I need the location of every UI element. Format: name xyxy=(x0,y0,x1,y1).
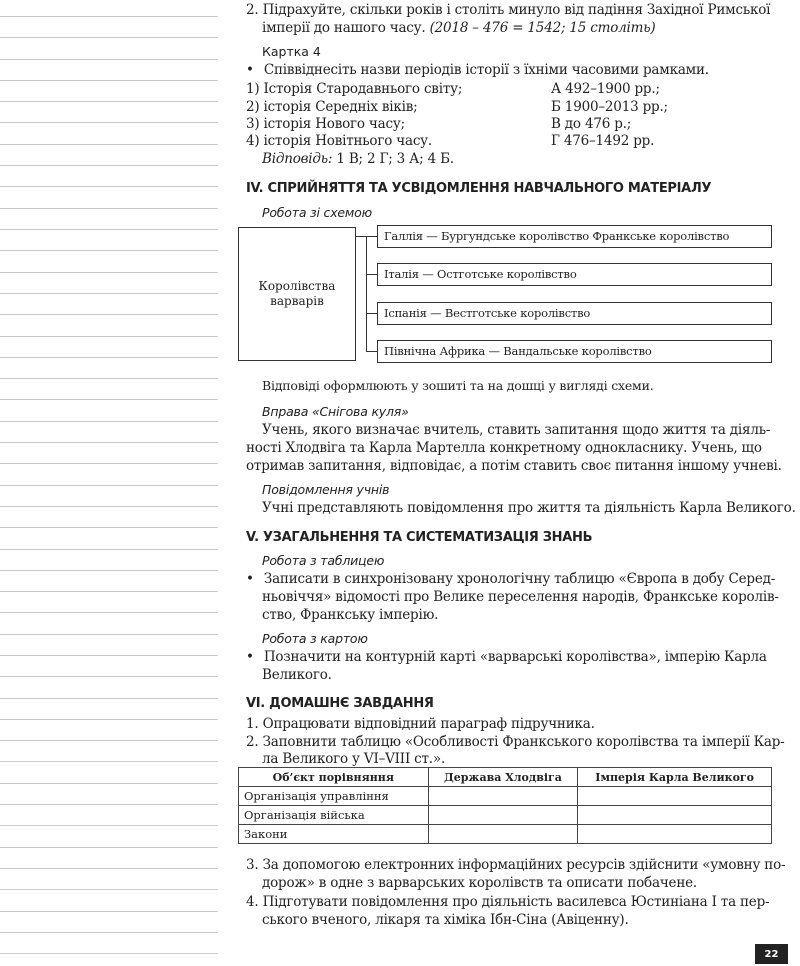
homework-2-line-1: 2. Заповнити таблицю «Особливості Франкського королівства та імперії Кар- xyxy=(246,734,785,750)
range-b: Б 1900–2013 рр.; xyxy=(551,99,668,115)
ruled-line xyxy=(0,101,218,102)
ruled-line xyxy=(0,250,218,251)
ruled-line xyxy=(0,336,218,337)
ruled-line xyxy=(0,570,218,571)
ruled-line xyxy=(0,463,218,464)
ruled-line xyxy=(0,825,218,826)
section-4-heading: IV. СПРИЙНЯТТЯ ТА УСВІДОМЛЕННЯ НАВЧАЛЬНОГО МАТЕРІАЛУ xyxy=(246,181,712,196)
ruled-line xyxy=(0,804,218,805)
snowball-line-3: отримав запитання, відповідає, а потім ставить своє питання іншому учневі. xyxy=(246,458,782,474)
ruled-line xyxy=(0,676,218,677)
table-header: Держава Хлодвіга xyxy=(428,768,578,787)
ruled-line xyxy=(0,932,218,933)
snowball-line-1: Учень, якого визначає вчитель, ставить запитання щодо життя та діяль- xyxy=(262,422,771,438)
connector-trunk xyxy=(366,236,367,351)
scheme-subheading: Робота зі схемою xyxy=(262,205,372,220)
table-cell: Організація війська xyxy=(239,806,429,825)
ruled-line xyxy=(0,719,218,720)
question-2-answer: (2018 – 476 = 1542; 15 століть) xyxy=(429,20,656,36)
period-1: 1) Історія Стародавнього світу; xyxy=(246,81,463,97)
ruled-line xyxy=(0,761,218,762)
table-row xyxy=(239,825,772,844)
bullet-icon: • xyxy=(246,571,254,587)
table-cell: Організація управління xyxy=(239,787,429,806)
card-4-answer xyxy=(262,151,454,167)
scheme-note: Відповіді оформлюють у зошиті та на дошці у вигляді схеми. xyxy=(262,378,654,393)
ruled-line xyxy=(0,442,218,443)
connector xyxy=(356,236,366,237)
scheme-item-spain: Іспанія — Вестготське королівство xyxy=(377,302,772,325)
ruled-line xyxy=(0,80,218,81)
ruled-line xyxy=(0,59,218,60)
table-task-line-1: • Записати в синхронізовану хронологічну таблицю «Європа в добу Серед- xyxy=(246,571,776,587)
map-subheading: Робота з картою xyxy=(262,631,368,646)
arrow-2 xyxy=(366,274,377,275)
answer-label: Відповідь: xyxy=(262,151,333,167)
ruled-line xyxy=(0,421,218,422)
ruled-line xyxy=(0,272,218,273)
ruled-line xyxy=(0,229,218,230)
period-4: 4) історія Новітнього часу. xyxy=(246,133,433,149)
scheme-item-africa: Північна Африка — Вандальське королівство xyxy=(377,340,772,363)
map-task-line-1: • Позначити на контурній карті «варварські королівства», імперію Карла xyxy=(246,649,767,665)
ruled-line xyxy=(0,314,218,315)
ruled-line xyxy=(0,144,218,145)
snowball-line-2: ності Хлодвіга та Карла Мартелла конкретному однокласнику. Учень, що xyxy=(246,440,762,456)
map-task-line-2: Великого. xyxy=(262,667,332,683)
ruled-line xyxy=(0,378,218,379)
range-a: А 492–1900 рр.; xyxy=(551,81,660,97)
scheme-item-gaul: Галлія — Бургундське королівство Франкське королівство xyxy=(377,225,772,248)
range-d: Г 476–1492 рр. xyxy=(551,133,655,149)
period-3: 3) історія Нового часу; xyxy=(246,116,405,132)
ruled-line xyxy=(0,16,218,17)
card-4-title: Картка 4 xyxy=(262,44,321,59)
ruled-line xyxy=(0,889,218,890)
ruled-line xyxy=(0,655,218,656)
range-c: В до 476 р.; xyxy=(551,116,632,132)
table-task-line-2: ньовіччя» відомості про Велике переселення народів, Франкське королів- xyxy=(262,589,779,605)
bullet-icon: • xyxy=(246,62,254,78)
table-task-line-3: ство, Франкську імперію. xyxy=(262,607,439,623)
ruled-line xyxy=(0,399,218,400)
question-2-line-1: 2. Підрахуйте, скільки років і століть минуло від падіння Західної Римської xyxy=(246,2,771,18)
snowball-subheading: Вправа «Снігова куля» xyxy=(262,404,409,419)
ruled-line xyxy=(0,293,218,294)
question-2-text: імперії до нашого часу. xyxy=(262,20,426,36)
ruled-line xyxy=(0,634,218,635)
period-2: 2) історія Середніх віків; xyxy=(246,99,418,115)
arrow-4 xyxy=(366,351,377,352)
ruled-line xyxy=(0,740,218,741)
bullet-icon: • xyxy=(246,649,254,665)
ruled-line xyxy=(0,527,218,528)
ruled-line xyxy=(0,165,218,166)
arrow-3 xyxy=(366,313,377,314)
card-4-task: • Співвіднесіть назви періодів історії з їхніми часовими рамками. xyxy=(246,62,709,78)
ruled-line xyxy=(0,783,218,784)
notes-margin xyxy=(0,0,218,966)
ruled-line xyxy=(0,868,218,869)
ruled-line xyxy=(0,186,218,187)
ruled-line xyxy=(0,612,218,613)
table-row xyxy=(239,806,772,825)
table-header: Імперія Карла Великого xyxy=(578,768,772,787)
homework-1: 1. Опрацювати відповідний параграф підручника. xyxy=(246,716,595,732)
section-6-heading: VI. ДОМАШНЄ ЗАВДАННЯ xyxy=(246,696,434,711)
arrow-1 xyxy=(366,236,377,237)
section-5-heading: V. УЗАГАЛЬНЕННЯ ТА СИСТЕМАТИЗАЦІЯ ЗНАНЬ xyxy=(246,530,593,545)
reports-subheading: Повідомлення учнів xyxy=(262,482,390,497)
ruled-line xyxy=(0,591,218,592)
ruled-line xyxy=(0,847,218,848)
table-header: Об’єкт порівняння xyxy=(239,768,429,787)
ruled-line xyxy=(0,549,218,550)
ruled-line xyxy=(0,698,218,699)
ruled-line xyxy=(0,208,218,209)
ruled-line xyxy=(0,357,218,358)
table-subheading: Робота з таблицею xyxy=(262,553,385,568)
homework-4-line-2: ського вченого, лікаря та хіміка Ібн-Сіна (Авіценну). xyxy=(262,912,629,928)
ruled-line xyxy=(0,911,218,912)
homework-3-line-2: дорож» в одне з варварських королівств та описати побачене. xyxy=(262,875,698,891)
homework-4-line-1: 4. Підготувати повідомлення про діяльність василевса Юстиніана І та пер- xyxy=(246,894,770,910)
question-2-line-2 xyxy=(262,20,656,36)
ruled-line xyxy=(0,953,218,954)
scheme-root-box: Королівства варварів xyxy=(238,227,356,361)
ruled-line xyxy=(0,506,218,507)
homework-2-line-2: ла Великого у VI–VIII ст.». xyxy=(262,751,446,767)
table-cell: Закони xyxy=(239,825,429,844)
table-row xyxy=(239,787,772,806)
table-header-row xyxy=(239,768,772,787)
comparison-table xyxy=(238,767,772,844)
ruled-line xyxy=(0,485,218,486)
scheme-item-italy: Італія — Остготське королівство xyxy=(377,263,772,286)
homework-3-line-1: 3. За допомогою електронних інформаційних ресурсів здійснити «умовну по- xyxy=(246,857,786,873)
ruled-line xyxy=(0,122,218,123)
answer-value: 1 В; 2 Г; 3 А; 4 Б. xyxy=(336,151,454,167)
ruled-line xyxy=(0,37,218,38)
reports-line: Учні представляють повідомлення про життя та діяльність Карла Великого. xyxy=(262,500,796,516)
page-number: 22 xyxy=(755,944,788,964)
